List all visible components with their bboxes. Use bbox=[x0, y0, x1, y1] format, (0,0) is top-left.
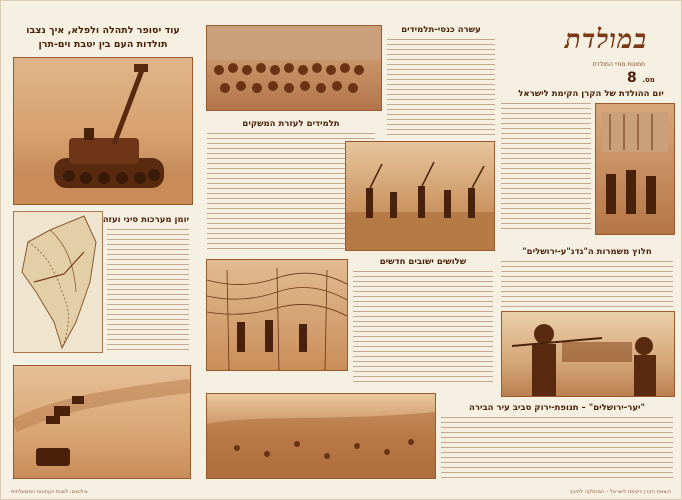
issue-value: 8 bbox=[627, 70, 637, 86]
kkl-day-text bbox=[501, 103, 591, 233]
sinai-diary-text bbox=[107, 229, 189, 353]
fence-photo bbox=[206, 259, 348, 371]
footer-credits: צילומים: לשכת העתונות הממשלתית bbox=[11, 489, 88, 495]
student-settlements-heading: עשרה כנסי-תלמידים bbox=[401, 25, 481, 35]
sinai-map bbox=[13, 211, 103, 353]
workers-photo bbox=[345, 141, 495, 251]
map-illustration bbox=[14, 212, 102, 352]
convoy-illustration bbox=[14, 366, 190, 478]
landscape-photo bbox=[206, 393, 436, 479]
ceremony-photo bbox=[595, 103, 675, 235]
thirty-settlements-text bbox=[353, 271, 493, 383]
sinai-headline-line-1: עוד יסופר לתהלה ולפלא, איך נצבו bbox=[26, 25, 180, 36]
issue-number bbox=[627, 67, 657, 86]
masthead-subtitle: תמונות מחיי המולדת bbox=[592, 61, 645, 68]
convoy-photo bbox=[13, 365, 191, 479]
jerusalem-forest-text bbox=[441, 417, 673, 479]
students-illustration bbox=[207, 26, 381, 110]
gadna-heading: חלוץ משמרות ה"גדנ"ע-ירושלים" bbox=[522, 247, 652, 257]
sinai-diary-heading: יומן מערכות סיני ועזה bbox=[102, 215, 189, 225]
issue-label: מס. bbox=[642, 76, 655, 84]
landscape-illustration bbox=[207, 394, 435, 478]
fence-illustration bbox=[207, 260, 347, 370]
tank-photo bbox=[13, 57, 193, 205]
masthead-title: במולדת bbox=[564, 25, 647, 55]
tank-illustration bbox=[14, 58, 192, 204]
ceremony-illustration bbox=[596, 104, 674, 234]
sinai-headline-line-2: תולדות העם בין יטבת וים-תרן bbox=[38, 39, 168, 50]
student-settlements-text bbox=[387, 39, 495, 135]
footer-publisher: הוצאת הקרן הקימת לישראל – המחלקה לחינוך bbox=[569, 489, 671, 495]
thirty-settlements-heading: שלושים ישובים חדשים bbox=[379, 257, 467, 267]
workers-illustration bbox=[346, 142, 494, 250]
youth-photo bbox=[501, 311, 675, 397]
youth-illustration bbox=[502, 312, 674, 396]
jerusalem-forest-heading: "יער-ירושלים" – תנופת-ירוק סביב עיר הבירה bbox=[469, 403, 645, 413]
kkl-day-heading: יום ההולדת של הקרן הקימת לישראל bbox=[518, 89, 664, 99]
gadna-text bbox=[501, 261, 673, 307]
class-photo bbox=[206, 25, 382, 111]
students-help-heading: תלמידים לעזרת המשקים bbox=[242, 119, 340, 129]
